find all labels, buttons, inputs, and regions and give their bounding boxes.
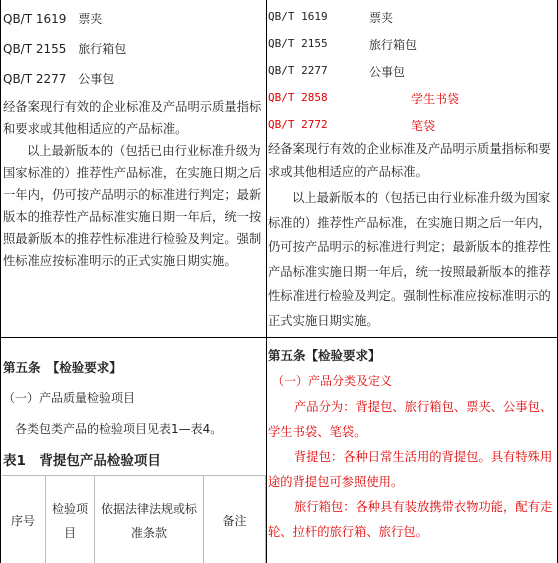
right-requirements-cell — [268, 338, 556, 563]
standard-name: 笔袋 — [411, 119, 436, 133]
standard-row — [3, 10, 102, 27]
standard-code: QB/T 2858 — [268, 91, 328, 104]
standard-row — [3, 40, 126, 57]
section-heading: （一）产品质量检验项目 — [3, 391, 136, 405]
standard-name: 旅行箱包 — [78, 42, 127, 56]
standard-code: QB/T 2155 — [268, 37, 328, 50]
definition-luggage: 旅行箱包：各种具有装放携带衣物功能，配有走轮、拉杆的旅行箱、旅行包。 — [268, 500, 553, 539]
header-cell: 备注 — [204, 476, 266, 563]
table-header-row — [2, 476, 266, 563]
standard-row — [268, 64, 328, 77]
standard-row — [268, 10, 328, 23]
standard-name: 公事包 — [78, 72, 115, 86]
standard-row — [3, 70, 114, 87]
standard-code: QB/T 2277 — [3, 72, 67, 86]
standard-note-para: 经备案现行有效的企业标准及产品明示质量指标和要求或其他相适应的产品标准。 — [3, 100, 262, 136]
standard-code: QB/T 1619 — [3, 12, 67, 26]
table-title: 表1 背提包产品检验项目 — [3, 453, 161, 469]
standard-code: QB/T 2155 — [3, 42, 67, 56]
left-standards-cell — [2, 0, 266, 337]
standard-row — [268, 37, 328, 50]
left-requirements-cell — [2, 338, 266, 563]
header-cell: 检验项目 — [46, 476, 95, 563]
section-text: 各类包类产品的检验项目见表1—表4。 — [15, 422, 223, 436]
header-cell: 序号 — [2, 476, 46, 563]
article-title: 第五条【检验要求】 — [268, 348, 381, 363]
standard-code: QB/T 2277 — [268, 64, 328, 77]
standard-name: 公事包 — [369, 65, 406, 79]
inspection-items-table — [2, 475, 266, 563]
standard-name: 票夹 — [78, 12, 103, 26]
standard-name: 学生书袋 — [411, 92, 460, 106]
version-rule-para: 以上最新版本的（包括已由行业标准升级为国家标准的）推荐性产品标准，在实施日期之后一年内，仍可按产品明示的标准进行判定；最新版本的推荐性产品标准实施日期一年后，统一按照最新版本的推荐性标准进行检验及判定。强制性标准应按标准明示的正式实施日期实施。 — [3, 144, 262, 268]
standard-row-added — [268, 118, 328, 131]
standard-name: 旅行箱包 — [369, 38, 418, 52]
definition-categories: 产品分为：背提包、旅行箱包、票夹、公事包、学生书袋、笔袋。 — [268, 400, 553, 439]
version-rule-para: 以上最新版本的（包括已由行业标准升级为国家标准的）推荐性产品标准，在实施日期之后一年内，仍可按产品明示的标准进行判定；最新版本的推荐性产品标准实施日期一年后，统一按照最新版本的推荐性标准进行检验及判定。强制性标准应按标准明示的正式实施日期实施。 — [268, 191, 551, 328]
header-cell: 依据法律法规或标准条款 — [95, 476, 204, 563]
standard-code: QB/T 2772 — [268, 118, 328, 131]
standard-name: 票夹 — [369, 11, 394, 25]
definition-backpack: 背提包：各种日常生活用的背提包。具有特殊用途的背提包可参照使用。 — [268, 450, 553, 489]
standard-note-para: 经备案现行有效的企业标准及产品明示质量指标和要求或其他相适应的产品标准。 — [268, 142, 551, 179]
standard-row-added — [268, 91, 328, 104]
section-heading: （一）产品分类及定义 — [272, 374, 393, 388]
right-standards-cell — [268, 0, 556, 337]
column-divider — [266, 0, 267, 563]
standard-code: QB/T 1619 — [268, 10, 328, 23]
article-title: 第五条 【检验要求】 — [3, 360, 122, 375]
